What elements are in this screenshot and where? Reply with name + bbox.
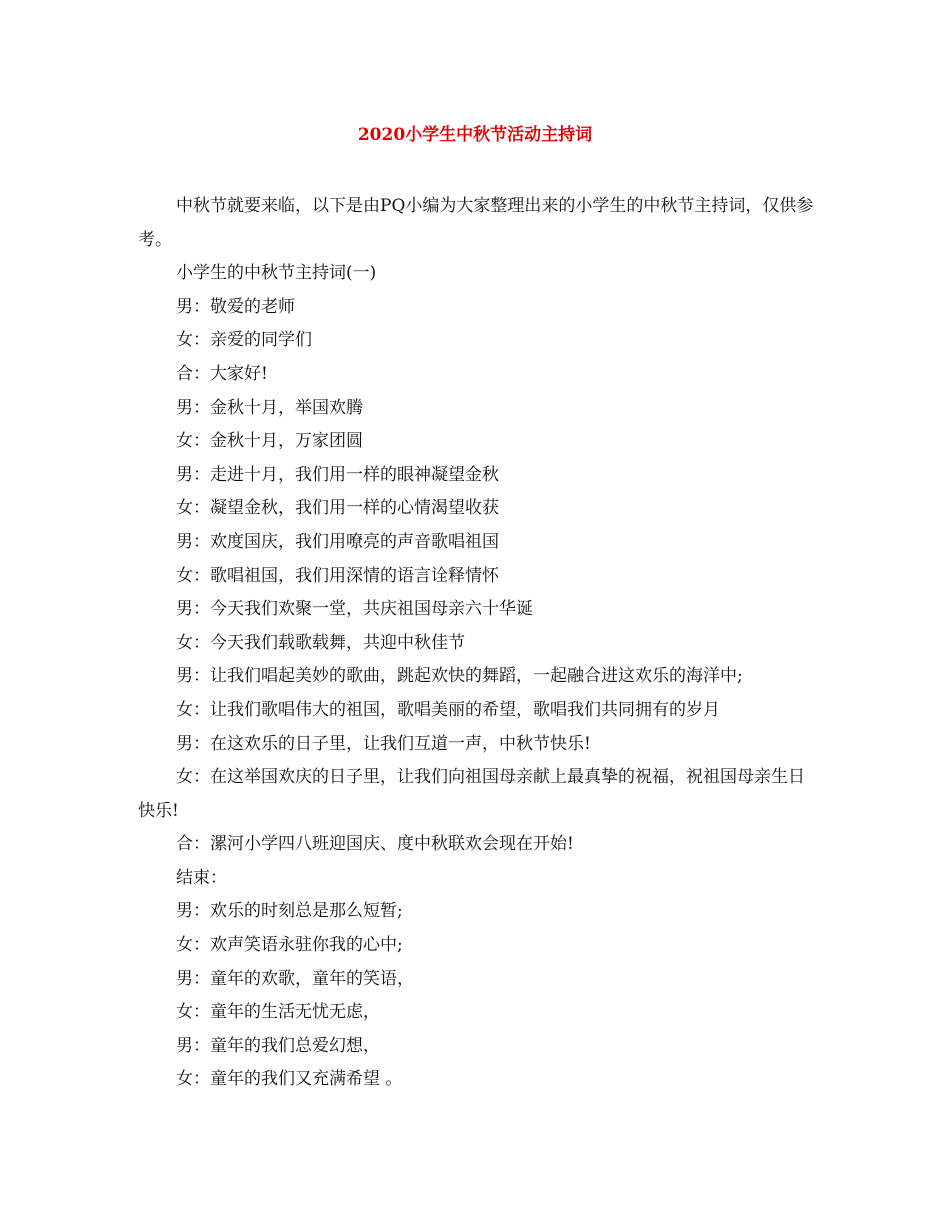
dialogue-line: 男：让我们唱起美妙的歌曲，跳起欢快的舞蹈，一起融合进这欢乐的海洋中; bbox=[176, 666, 743, 687]
dialogue-line: 女：童年的生活无忧无虑， bbox=[176, 1002, 380, 1023]
dialogue-line: 女：在这举国欢庆的日子里，让我们向祖国母亲献上最真挚的祝福，祝祖国母亲生日快乐! bbox=[138, 767, 805, 821]
dialogue-line: 男：欢度国庆，我们用嘹亮的声音歌唱祖国 bbox=[176, 531, 499, 552]
document-title: 2020小学生中秋节活动主持词 bbox=[357, 125, 593, 145]
section-heading: 小学生的中秋节主持词(一) bbox=[176, 263, 377, 284]
dialogue-line: 女：凝望金秋，我们用一样的心情渴望收获 bbox=[176, 498, 499, 519]
section-heading: 结束： bbox=[176, 867, 227, 888]
dialogue-line: 男：童年的我们总爱幻想， bbox=[176, 1035, 380, 1056]
dialogue-line: 合：漯河小学四八班迎国庆、度中秋联欢会现在开始! bbox=[176, 834, 574, 855]
dialogue-line: 女：歌唱祖国，我们用深情的语言诠释情怀 bbox=[176, 565, 499, 586]
dialogue-line: 女：亲爱的同学们 bbox=[176, 330, 312, 351]
dialogue-line: 男：今天我们欢聚一堂，共庆祖国母亲六十华诞 bbox=[176, 599, 533, 620]
document-body bbox=[138, 190, 838, 1097]
dialogue-line: 女：今天我们载歌载舞，共迎中秋佳节 bbox=[176, 632, 465, 653]
dialogue-line: 男：金秋十月，举国欢腾 bbox=[176, 397, 363, 418]
dialogue-line: 女：让我们歌唱伟大的祖国，歌唱美丽的希望，歌唱我们共同拥有的岁月 bbox=[176, 699, 720, 720]
dialogue-line: 女：童年的我们又充满希望 。 bbox=[176, 1069, 403, 1090]
dialogue-line: 男：欢乐的时刻总是那么短暂; bbox=[176, 901, 403, 922]
dialogue-line: 女：金秋十月，万家团圆 bbox=[176, 431, 363, 452]
dialogue-line: 男：童年的欢歌，童年的笑语， bbox=[176, 968, 414, 989]
dialogue-line: 男：走进十月，我们用一样的眼神凝望金秋 bbox=[176, 464, 499, 485]
dialogue-line: 男：在这欢乐的日子里，让我们互道一声，中秋节快乐! bbox=[176, 733, 591, 754]
dialogue-line: 男：敬爱的老师 bbox=[176, 296, 295, 317]
dialogue-line: 女：欢声笑语永驻你我的心中; bbox=[176, 935, 403, 956]
intro-paragraph: 中秋节就要来临，以下是由PQ小编为大家整理出来的小学生的中秋节主持词，仅供参考。 bbox=[138, 196, 814, 250]
dialogue-line: 合：大家好! bbox=[176, 363, 268, 384]
